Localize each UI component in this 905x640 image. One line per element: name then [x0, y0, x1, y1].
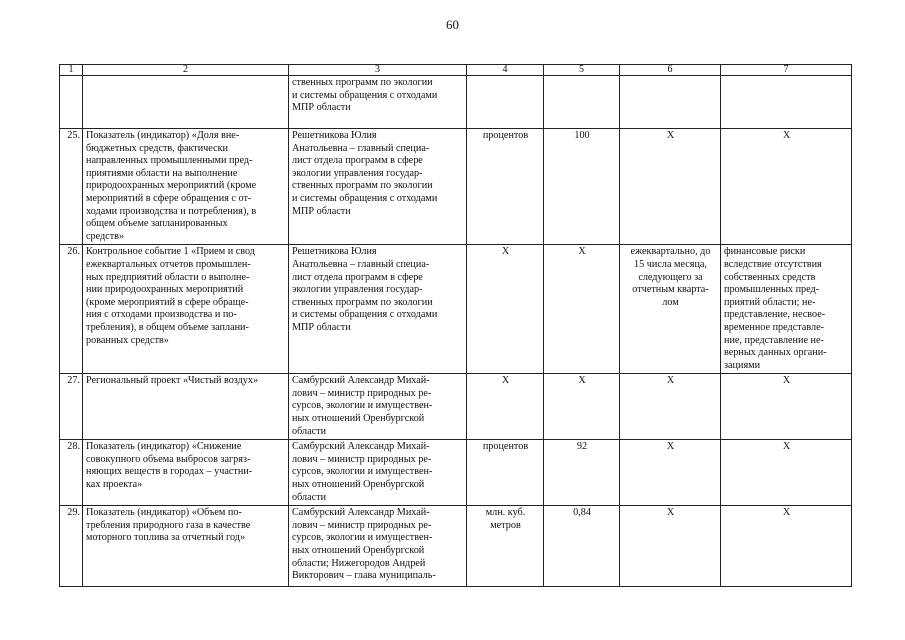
- risks: Х: [721, 440, 852, 506]
- header-cell: 2: [83, 65, 289, 76]
- responsible-person: Самбурский Александр Михай- лович – министр природных ре- сурсов, экологии и имуществен- ных отношений Оренбургской области: [289, 374, 467, 440]
- value: [544, 76, 620, 129]
- risks: Х: [721, 506, 852, 587]
- row-number: 28.: [60, 440, 83, 506]
- table-header-row: [60, 65, 852, 76]
- table-row: [60, 374, 852, 440]
- deadline: ежеквартально, до 15 числа месяца, следующего за отчетным кварта- лом: [620, 245, 721, 374]
- deadline: Х: [620, 506, 721, 587]
- indicator-name: Контрольное событие 1 «Прием и свод ежеквартальных отчетов промышлен- ных предприятий области о выполне- нии природоохранных мероприятий (кроме мероприятий в сфере обраще- ния с отходами производства и по- требления), в общем объеме заплани- рованных средств»: [83, 245, 289, 374]
- indicator-name: Показатель (индикатор) «Снижение совокупного объема выбросов загряз- няющих веществ в городах – участни- ках проекта»: [83, 440, 289, 506]
- responsible-person: ственных программ по экологии и системы обращения с отходами МПР области: [289, 76, 467, 129]
- responsible-person: Самбурский Александр Михай- лович – министр природных ре- сурсов, экологии и имуществен- ных отношений Оренбургской области: [289, 440, 467, 506]
- row-number: 25.: [60, 129, 83, 245]
- table-row: [60, 245, 852, 374]
- indicator-name: Региональный проект «Чистый воздух»: [83, 374, 289, 440]
- indicator-name: Показатель (индикатор) «Доля вне- бюджетных средств, фактически направленных промышленными пред- приятиями области на выполнение природоохранных мероприятий (кроме мероприятий в сфере обращения с от- ходами производства и потребления), в общем объеме запланированных средств»: [83, 129, 289, 245]
- responsible-person: Решетникова Юлия Анатольевна – главный специа- лист отдела программ в сфере экологии управления государ- ственных программ по экологии и системы обращения с отходами МПР области: [289, 245, 467, 374]
- unit: процентов: [467, 440, 544, 506]
- header-cell: 5: [544, 65, 620, 76]
- unit: Х: [467, 245, 544, 374]
- deadline: Х: [620, 374, 721, 440]
- header-cell: 1: [60, 65, 83, 76]
- unit: процентов: [467, 129, 544, 245]
- row-number: 27.: [60, 374, 83, 440]
- unit: млн. куб. метров: [467, 506, 544, 587]
- value: 92: [544, 440, 620, 506]
- indicator-name: Показатель (индикатор) «Объем по- требления природного газа в качестве моторного топлива за отчетный год»: [83, 506, 289, 587]
- risks: финансовые риски вследствие отсутствия собственных средств промышленных пред- приятий области; не- представление, несвое- временное представле- ние, представление не- верных данных органи- зациями: [721, 245, 852, 374]
- deadline: Х: [620, 129, 721, 245]
- header-cell: 4: [467, 65, 544, 76]
- value: Х: [544, 374, 620, 440]
- deadline: Х: [620, 440, 721, 506]
- row-number: [60, 76, 83, 129]
- value: 0,84: [544, 506, 620, 587]
- header-cell: 3: [289, 65, 467, 76]
- deadline: [620, 76, 721, 129]
- row-number: 26.: [60, 245, 83, 374]
- value: 100: [544, 129, 620, 245]
- responsible-person: Самбурский Александр Михай- лович – министр природных ре- сурсов, экологии и имуществен- ных отношений Оренбургской области; Нижегородов Андрей Викторович – глава муниципаль-: [289, 506, 467, 587]
- unit: [467, 76, 544, 129]
- risks: Х: [721, 129, 852, 245]
- table-row: [60, 440, 852, 506]
- unit: Х: [467, 374, 544, 440]
- header-cell: 6: [620, 65, 721, 76]
- risks: Х: [721, 374, 852, 440]
- page-number: 60: [446, 17, 459, 32]
- table-row: [60, 506, 852, 587]
- indicator-table: [59, 64, 852, 587]
- header-cell: 7: [721, 65, 852, 76]
- value: Х: [544, 245, 620, 374]
- table-row: [60, 76, 852, 129]
- row-number: 29.: [60, 506, 83, 587]
- table-row: [60, 129, 852, 245]
- indicator-name: [83, 76, 289, 129]
- risks: [721, 76, 852, 129]
- responsible-person: Решетникова Юлия Анатольевна – главный специа- лист отдела программ в сфере экологии управления государ- ственных программ по экологии и системы обращения с отходами МПР области: [289, 129, 467, 245]
